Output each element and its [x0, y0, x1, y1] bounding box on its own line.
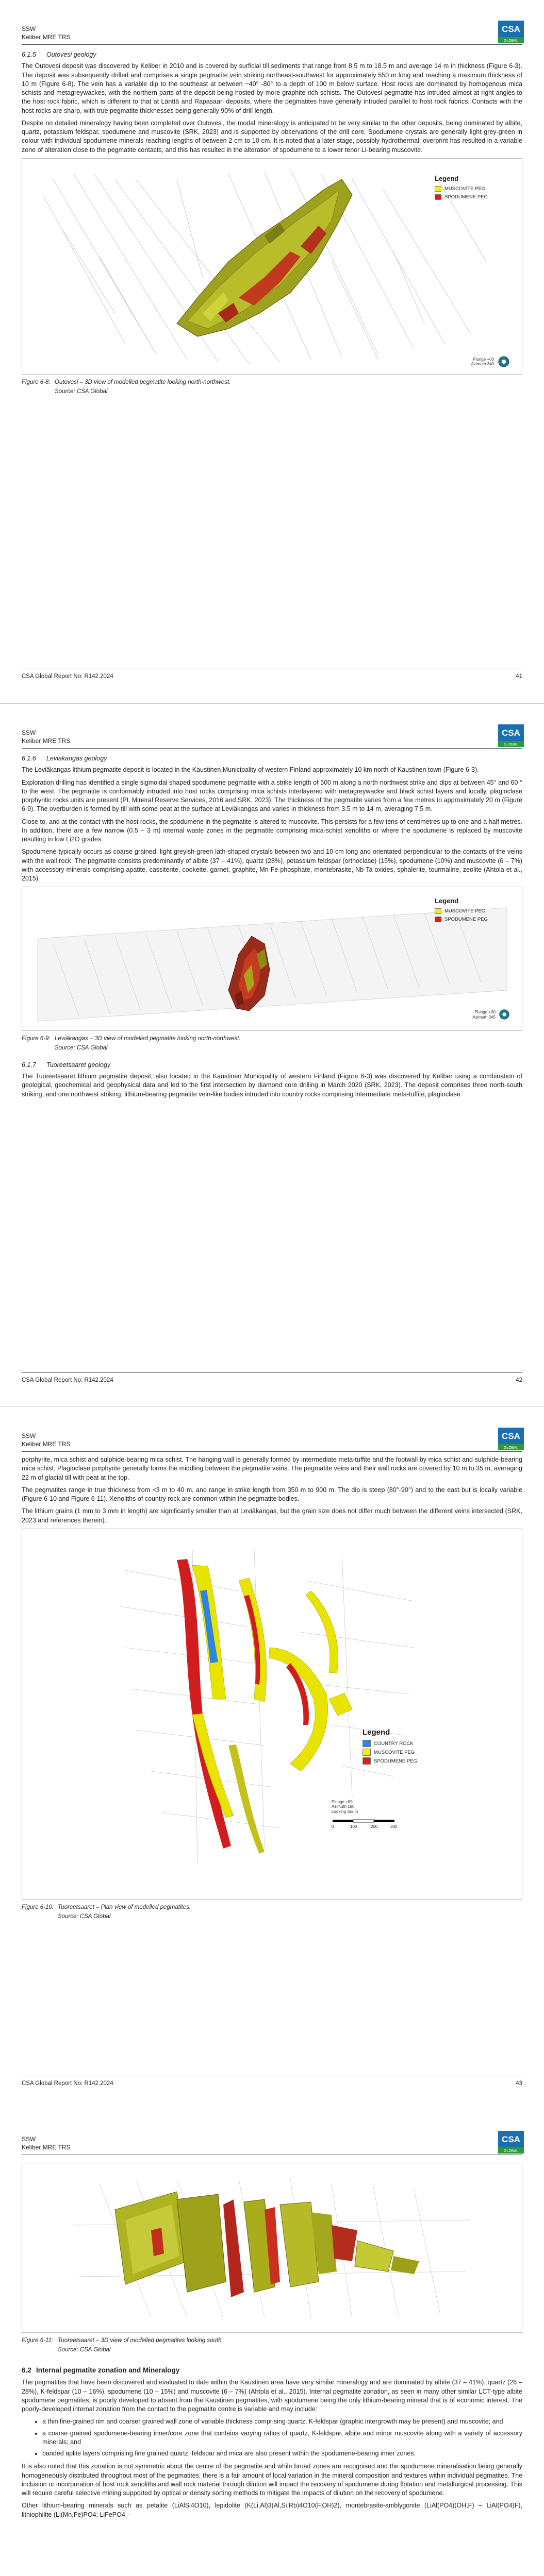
figure-caption — [22, 1904, 522, 1912]
figure-caption — [22, 2337, 522, 2345]
header-company: SSW — [22, 25, 36, 32]
legend-item — [435, 194, 488, 200]
figure-tuoreetsaaret-plan — [22, 1529, 522, 1900]
logo-sub: GLOBAL — [503, 2149, 519, 2153]
figure-outovesi-3d — [22, 158, 522, 375]
figure-caption — [22, 379, 522, 387]
figure-legend — [362, 1727, 417, 1767]
logo-sub: GLOBAL — [503, 39, 519, 43]
scale-label: 200 — [371, 1824, 378, 1829]
legend-swatch — [362, 1740, 371, 1747]
list-item: • banded aplite layers comprising fine grained quartz, feldspar and mica are also present within the spodumene-bearing inner zones. — [42, 2449, 522, 2458]
header-rule — [22, 44, 522, 45]
view-orientation — [332, 1800, 368, 1815]
figure-source: Source: CSA Global — [55, 388, 108, 395]
page-header — [22, 25, 70, 41]
page-content — [22, 1455, 522, 1921]
section-number: 6.1.5 — [22, 51, 36, 58]
logo-text: CSA — [502, 2134, 520, 2144]
section-number: 6.1.7 — [22, 1061, 36, 1069]
header-rule — [22, 748, 522, 749]
figure-label: Figure 6-10: — [22, 1904, 54, 1910]
legend-swatch — [362, 1757, 371, 1765]
page-footer — [22, 2080, 522, 2088]
scale-labels — [332, 1824, 399, 1830]
compass-icon — [499, 1009, 510, 1020]
page-header — [22, 728, 70, 745]
tuoreetsaaret-3d-render — [22, 2163, 522, 2332]
legend-item — [435, 185, 488, 192]
page-number: 42 — [516, 1377, 522, 1383]
legend-swatch — [435, 917, 441, 922]
logo-sub: GLOBAL — [503, 743, 519, 747]
csa-logo — [498, 1428, 524, 1450]
legend-item — [362, 1740, 417, 1747]
paragraph: The Tuoreetsaaret lithium pegmatite deposit, also located in the Kaustinen Municipality of western Finland (Figure 6-3) was discovered by Keliber using a combination of geological, geochemical and geophysical data and led to the first intersection by diamond core drilling in March 2020 (SRK, 2023). The deposit comprises three north-south striking, and one northwest striking, lithium-bearing pegmatite vein-like bodies intruded into country rocks comprising intermediate meta-tuffite, plagioclase — [22, 1073, 522, 1098]
section-heading — [22, 50, 522, 59]
figure-source: Source: CSA Global — [58, 1913, 111, 1920]
page-header — [22, 1432, 70, 1448]
figure-caption — [22, 1035, 522, 1043]
looking-text: Looking South — [332, 1809, 358, 1814]
paragraph: It is also noted that this zonation is not symmetric about the centre of the pegmatite and while broad zones are recognised and the spodumene mineralisation being generally homogeneously distributed throughout most of the pegmatites, there is a fair amount of local variation in the mineral composition and textures within individual pegmatites. The inclusion or incorporation of host rock xenoliths and wall rock material through dilution will impact the recovery of spodumene during flotation and metallurgical processing. This will require careful selective mining supported by optical or density sorting methods to mitigate the impacts of dilution on the recovery of spodumene. — [22, 2463, 522, 2497]
page-content — [22, 752, 522, 1103]
figure-caption-text: Leviäkangas – 3D view of modelled pegmatite looking north-northwest. — [55, 1036, 241, 1042]
footer-report-number: CSA Global Report No: R142.2024 — [22, 2080, 113, 2087]
figure-caption-text: Outovesi – 3D view of modelled pegmatite looking north-northwest. — [55, 379, 231, 385]
paragraph: The lithium grains (1 mm to 3 mm in length) are significantly smaller than at Leviäkangas, but the grain size does not differ much between the different veins intersected (SRK, 2023 and references therein). — [22, 1507, 522, 1524]
paragraph: The pegmatites that have been discovered and evaluated to date within the Kaustinen area have very similar mineralogy and are dominated by albite (37 – 41%), quartz (26 – 28%), K-feldspar (10 – 16%), spodumene (10 – 15%) and muscovite (6 – 7%) (Ahtola et al., 2015). Internal pegmatite zonation, as seen in many other similar LCT-type albite spodumene pegmatites, is poorly developed to absent from the Kaustinen pegmatites, with spodumene being the only lithium-bearing mineral that is of economic interest. The poorly-developed internal zonation from the contact to the pegmatite centre is variable and may include: — [22, 2379, 522, 2413]
figure-caption-text: Tuoreetsaaret – Plan view of modelled pegmatites. — [58, 1904, 191, 1910]
paragraph: The pegmatites range in true thickness from <3 m to 40 m, and range in strike length from 350 m to 900 m. The dip is steep (80°-90°) and to the east but is locally variable (Figure 6-10 and Figure 6-11). Xenoliths of country rock are common within the pegmatite bodies. — [22, 1486, 522, 1502]
legend-label: MUSCOVITE PEG — [444, 908, 486, 914]
csa-logo — [498, 2131, 524, 2154]
footer-rule — [22, 1372, 522, 1373]
list-item: • a thin fine-grained rim and coarser grained wall zone of variable thickness comprising quartz, K-feldspar (graphic intergrowth may be present) and muscovite; and — [42, 2417, 522, 2426]
compass-icon — [498, 355, 510, 368]
section-title: Tuoreetsaaret geology — [46, 1061, 111, 1069]
page-header — [22, 2135, 70, 2151]
legend-title: Legend — [362, 1727, 390, 1737]
page-content — [22, 2159, 522, 2523]
header-report: Keliber MRE TRS — [22, 33, 71, 41]
bullet-list — [42, 2417, 522, 2458]
header-company: SSW — [22, 729, 36, 736]
scale-label: 300 — [390, 1824, 398, 1829]
footer-report-number: CSA Global Report No: R142.2024 — [22, 1377, 113, 1383]
figure-leviakangas-3d — [22, 887, 522, 1031]
figure-legend — [435, 174, 488, 202]
plunge-text: Plunge +00 — [473, 357, 494, 362]
azimuth-text: Azimuth 180 — [332, 1804, 355, 1809]
header-company: SSW — [22, 2136, 36, 2143]
figure-tuoreetsaaret-3d — [22, 2163, 522, 2333]
page-footer — [22, 673, 522, 681]
legend-swatch — [362, 1749, 371, 1756]
footer-report-number: CSA Global Report No: R142.2024 — [22, 673, 113, 680]
section-title: Leviäkangas geology — [46, 755, 107, 762]
plunge-text: Plunge +00 — [474, 1010, 496, 1015]
legend-title: Legend — [435, 174, 459, 182]
section-number: 6.2 — [22, 2366, 31, 2374]
scale-label: 0 — [332, 1824, 334, 1829]
legend-label: MUSCOVITE PEG — [374, 1749, 415, 1755]
header-report: Keliber MRE TRS — [22, 2144, 71, 2151]
plunge-text: Plunge +89 — [332, 1799, 353, 1804]
legend-label: COUNTRY ROCK — [374, 1740, 414, 1747]
section-title: Internal pegmatite zonation and Mineralogy — [36, 2366, 180, 2374]
page-44 — [0, 2110, 544, 2576]
paragraph: Spodumene typically occurs as coarse grained, light greyish-green lath-shaped crystals between two and 10 cm long and orientated perpendicular to the contacts of the veins with the wall rock. The pegmatite consists predominantly of albite (37 – 41%), quartz (28%), potassium feldspar (orthoclase) (15%), spodumene (10%) and muscovite (6 – 7%) with accessory minerals comprising apatite, cassiterite, cookeite, garnet, graphite, Mn-Fe phosphate, montebrasite, Nb-Ta oxides, sphalerite, tourmaline, zeolite (Ahtola et al., 2015). — [22, 848, 522, 882]
section-heading — [22, 2366, 522, 2376]
header-report: Keliber MRE TRS — [22, 1440, 71, 1448]
figure-label: Figure 6-9: — [22, 1036, 51, 1042]
page-footer — [22, 1377, 522, 1385]
azimuth-text: Azimuth 345 — [472, 1014, 496, 1020]
paragraph: Exploration drilling has identified a single sigmoidal shaped spodumene pegmatite with a strike length of 500 m along a north-northwest strike and dips at between 45° and 60 ° to the west. The pegmatite is conformably intruded into host rocks comprising mica schists interlayered with metagreywacke and black schist layers and locally, plagioclase porphyritic rocks units are present (PL Mineral Reserve Services, 2016 and SRK, 2023). The thickness of the pegmatite varies from a few metres to approximately 20 m (Figure 6-9). The overburden is formed by till with some peat at the surface at Leviäkangas and varies in thickness from 3.5 m to 14 m, averaging 7.5 m. — [22, 778, 522, 813]
section-title: Outovesi geology — [46, 51, 96, 58]
view-orientation — [465, 1010, 496, 1020]
logo-sub: GLOBAL — [503, 1446, 519, 1450]
list-item: • a coarse grained spodumene-bearing inner/core zone that contains varying ratios of quartz, K-feldspar, albite and minor muscovite along with a variety of accessory minerals; and — [42, 2429, 522, 2447]
logo-text: CSA — [502, 24, 520, 34]
page-number: 41 — [516, 673, 522, 680]
page-content — [22, 48, 522, 396]
page-42 — [0, 703, 544, 1406]
azimuth-text: Azimuth 340 — [471, 362, 494, 367]
figure-label: Figure 6-8: — [22, 379, 51, 385]
legend-item — [362, 1749, 417, 1756]
paragraph: porphyrite, mica schist and sulphide-bearing mica schist. The hanging wall is generally formed by intermediate meta-tuffite and the footwall by mica schist and sulphide-bearing mica schist. Plagioclase porphyrite generally forms the middling between the pegmatite veins. The pegmatite veins and their wall rocks are covered by 10 m to 35 m, averaging 22 m of glacial till with peat at the top. — [22, 1456, 522, 1481]
legend-label: SPODUMENE PEG — [444, 917, 488, 923]
logo-text: CSA — [502, 728, 520, 738]
figure-caption-text: Tuoreetsaaret – 3D view of modelled pegmatites looking south. — [58, 2337, 223, 2344]
paragraph: The Leviäkangas lithium pegmatite deposit is located in the Kaustinen Municipality of western Finland approximately 10 km north of Kaustinen town (Figure 6-3). — [22, 766, 479, 774]
legend-item — [362, 1757, 417, 1765]
section-heading — [22, 1061, 522, 1070]
paragraph: Despite no detailed mineralogy having been completed over Outovesi, the modal mineralogy is anticipated to be very similar to the other deposits, being dominated by albite, quartz, potassium feldspar, spodumene and muscovite (SRK, 2023) and is supported by observations of the drill core. Spodumene crystals are generally light grey-green in colour with individual spodumene minerals reaching lengths of between 2 cm to 10 cm. It is noted that a later stage, possibly hydrothermal, overprint has resulted in a variable zone of alteration close to the pegmatite contacts, and this has resulted in the alteration of spodumene to a lower tenor Li-bearing muscovite. — [22, 119, 522, 154]
paragraph: Other lithium-bearing minerals such as petalite (LiAlSi4O10), lepidolite (K(Li,Al)3(Al,Si,Rb)4O10(F,OH)2), montebrasite-amblygonite (LiAl(PO4)(OH,F) – LiAl(PO4)F), lithiophilite (Li(Mn,Fe)PO4; LiFePO4 – — [22, 2502, 522, 2518]
legend-swatch — [435, 186, 441, 192]
page-number: 43 — [516, 2080, 522, 2087]
logo-text: CSA — [502, 1431, 520, 1441]
paragraph: The Outovesi deposit was discovered by Keliber in 2010 and is covered by surficial till sediments that range from 8.5 m to 18.5 m and average 14 m in thickness (Figure 6-3). The deposit was subsequently drilled and comprises a single pegmatite vein striking northeast-southwest for approximately 550 m long and reaching a maximum thickness of 10 m (Figure 6-8). The vein has a variable dip to the southeast at between ~40° -80° to a depth of 100 m below surface. Host rocks are dominated by homogenous mica schists and metagreywackes, with the northern parts of the deposit being hosted by more graphite-rich schists. The Outovesi pegmatite has intruded almost at right angles to the host rock fabric, which is different to that at Länttä and Rapasaari deposits, where the pegmatites have generally intruded parallel to host rock fabrics. Contacts with the host rocks are sharp, with true pegmatite thicknesses being generally 90% of drill length. — [22, 62, 522, 114]
legend-label: SPODUMENE PEG — [374, 1758, 417, 1764]
tuoreetsaaret-plan-render — [22, 1529, 522, 1899]
figure-source: Source: CSA Global — [58, 2346, 111, 2353]
legend-label: SPODUMENE PEG — [444, 194, 488, 200]
section-number: 6.1.6 — [22, 755, 36, 762]
header-company: SSW — [22, 1432, 36, 1439]
figure-legend — [435, 896, 488, 924]
legend-label: MUSCOVITE PEG — [444, 185, 486, 192]
section-heading — [22, 754, 522, 763]
scale-label: 100 — [350, 1824, 357, 1829]
header-report: Keliber MRE TRS — [22, 737, 71, 745]
legend-title: Legend — [435, 897, 459, 905]
legend-swatch — [435, 908, 441, 914]
legend-item — [435, 916, 488, 923]
figure-label: Figure 6-11: — [22, 2337, 54, 2344]
view-orientation — [463, 357, 494, 367]
figure-source: Source: CSA Global — [55, 1045, 108, 1052]
page-43 — [0, 1406, 544, 2110]
page-41 — [0, 0, 544, 703]
legend-item — [435, 908, 488, 914]
legend-swatch — [435, 194, 441, 200]
csa-logo — [498, 724, 524, 747]
csa-logo — [498, 21, 524, 43]
header-rule — [22, 1451, 522, 1452]
paragraph: Close to, and at the contact with the host rocks, the spodumene in the pegmatite is altered to muscovite. This persists for a few tens of centimetres up to one and a half metres. In addition, there are a few narrow (0.5 – 3 m) internal waste zones in the pegmatite comprising mica-schist xenoliths or where the spodumene is replaced by muscovite resulting in low Li2O grades. — [22, 818, 522, 843]
